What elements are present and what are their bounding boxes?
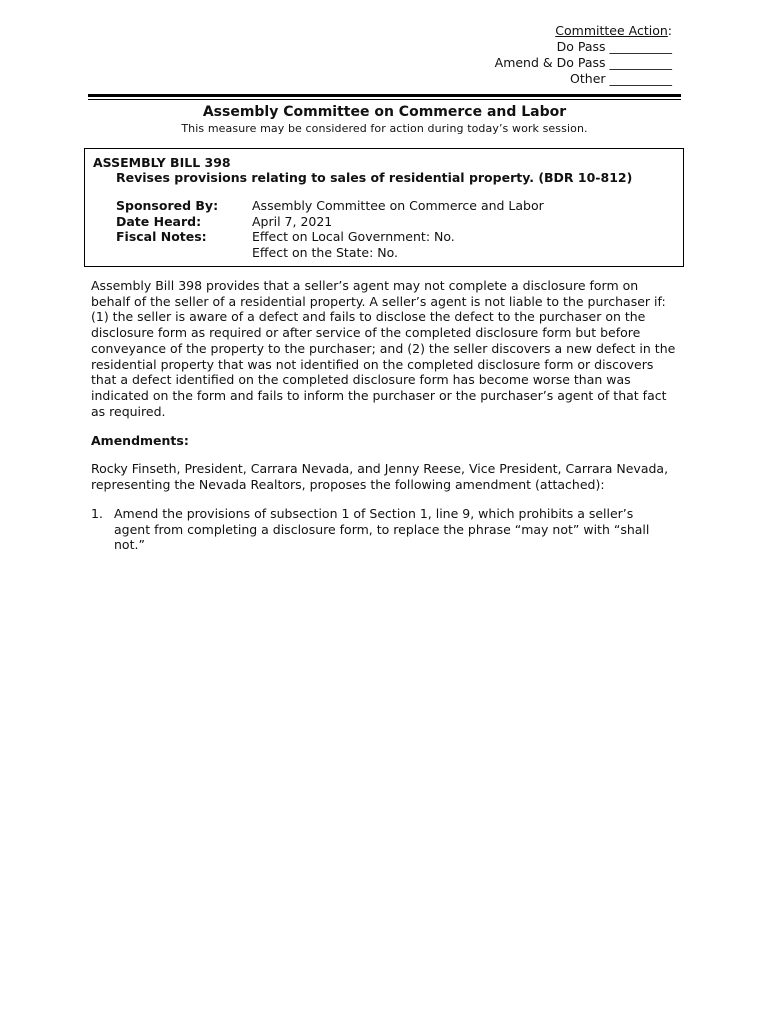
amendment-number: 1. (91, 506, 103, 521)
fiscal-local-value: Effect on Local Government: No. (252, 229, 455, 244)
sponsored-by-value: Assembly Committee on Commerce and Labor (252, 198, 544, 213)
fiscal-notes-label: Fiscal Notes: (116, 229, 207, 244)
amendments-heading: Amendments: (91, 433, 189, 448)
amendment-item (91, 506, 681, 553)
other-line: Other __________ (570, 71, 672, 86)
header-rule-thin (88, 99, 681, 100)
bill-meta (116, 198, 675, 260)
fiscal-notes-spacer (116, 245, 252, 261)
sponsored-by-label: Sponsored By: (116, 198, 219, 213)
amendments-intro: Rocky Finseth, President, Carrara Nevada, and Jenny Reese, Vice President, Carrara Nevada, representing the Nevada Realtors, proposes the following amendment (attached): (91, 461, 669, 492)
date-heard-label: Date Heard: (116, 213, 202, 229)
amend-do-pass-line: Amend & Do Pass __________ (494, 55, 672, 70)
committee-action-heading: Committee Action (555, 23, 668, 38)
bill-description: Revises provisions relating to sales of residential property. (BDR 10-812) (116, 170, 633, 185)
fiscal-state-value: Effect on the State: No. (252, 244, 399, 260)
bill-number: ASSEMBLY BILL 398 (93, 155, 231, 170)
page-title: Assembly Committee on Commerce and Labor (202, 104, 567, 120)
page-subtitle: This measure may be considered for action during today’s work session. (181, 122, 588, 135)
do-pass-line: Do Pass __________ (556, 39, 672, 54)
committee-action-block (495, 23, 672, 87)
header-rule-thick (88, 94, 681, 97)
amendment-text: Amend the provisions of subsection 1 of Section 1, line 9, which prohibits a seller’s agent from completing a disclosure form, to replace the phrase “may not” with “shall not.” (114, 506, 650, 553)
bill-summary: Assembly Bill 398 provides that a seller’s agent may not complete a disclosure form on behalf of the seller of a residential property. A seller’s agent is not liable to the purchaser if: (1) the seller is aware of a defect and fails to disclose the defect to the purchaser on the disclosure form as required or after service of the completed disclosure form but before conveyance of the property to the purchaser; and (2) the seller discovers a new defect in the residential property that was not identified on the completed disclosure form or discovers that a defect identified on the completed disclosure form has become worse than was indicated on the form and fails to inform the purchaser or the purchaser’s agent of that fact as required. (91, 278, 676, 419)
date-heard-value: April 7, 2021 (252, 213, 333, 229)
committee-action-colon: : (667, 23, 672, 38)
bill-info-box (84, 148, 684, 267)
